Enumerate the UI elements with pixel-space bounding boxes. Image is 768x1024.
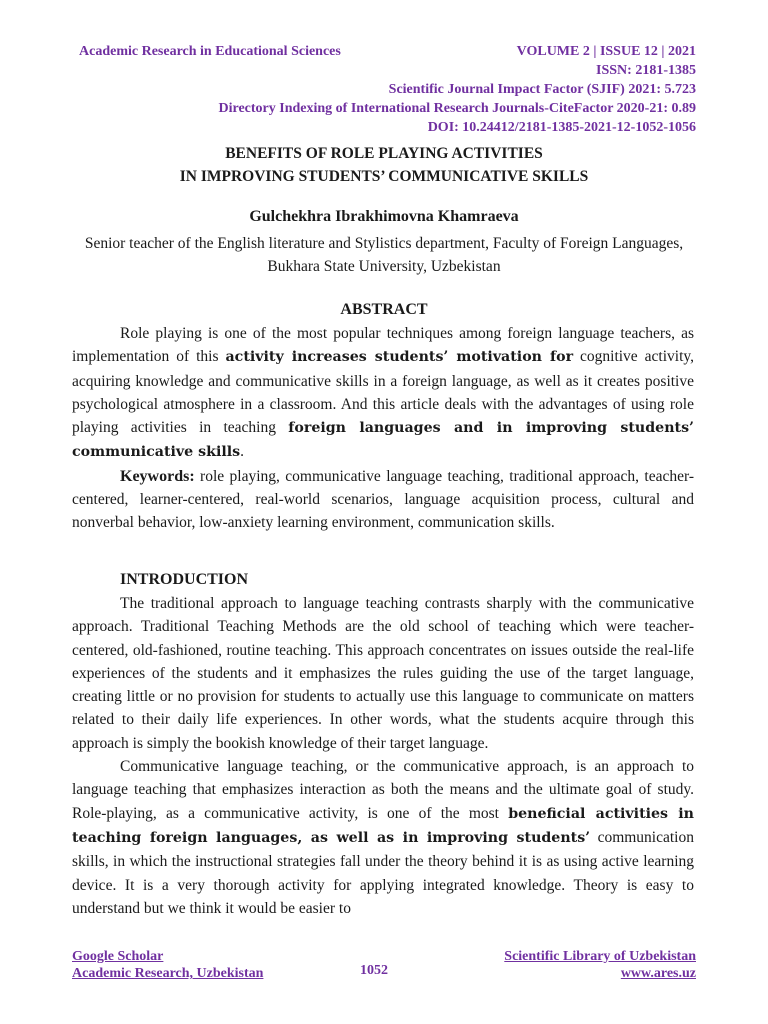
scientific-library-link[interactable]: Scientific Library of Uzbekistan xyxy=(504,949,696,964)
introduction-body xyxy=(72,592,694,920)
website-link[interactable]: www.ares.uz xyxy=(620,966,696,981)
intro-paragraph-2 xyxy=(72,755,694,920)
citefactor: Directory Indexing of International Research Journals-CiteFactor 2020-21: 0.89 xyxy=(218,101,696,116)
academic-research-link[interactable]: Academic Research, Uzbekistan xyxy=(72,966,264,981)
introduction-heading: INTRODUCTION xyxy=(120,571,249,588)
issn: ISSN: 2181-1385 xyxy=(596,63,696,78)
impact-factor: Scientific Journal Impact Factor (SJIF) 2021: 5.723 xyxy=(388,82,696,97)
abstract-heading: ABSTRACT xyxy=(340,301,428,318)
abstract-period: . xyxy=(240,443,244,461)
doi: DOI: 10.24412/2181-1385-2021-12-1052-1056 xyxy=(427,120,696,135)
volume-issue: VOLUME 2 | ISSUE 12 | 2021 xyxy=(516,44,696,59)
abstract-paragraph xyxy=(72,322,694,465)
keywords-label: Keywords: xyxy=(120,467,195,485)
abstract-body xyxy=(72,322,694,535)
author-affiliation: Senior teacher of the English literature and Stylistics department, Faculty of Foreign Languages, Bukhara State University, Uzbekistan xyxy=(84,235,684,275)
google-scholar-link[interactable]: Google Scholar xyxy=(72,949,164,964)
keywords-list: role playing, communicative language teaching, traditional approach, teacher-centered, learner-centered, real-world scenarios, language acquisition process, cultural and nonverbal behavior, low-anxiety learning environment, communication skills. xyxy=(72,467,694,532)
paper-title-line2: IN IMPROVING STUDENTS’ COMMUNICATIVE SKILLS xyxy=(179,168,589,185)
paper-title-line1: BENEFITS OF ROLE PLAYING ACTIVITIES xyxy=(225,145,543,162)
abstract-text-cont: cognitive activity, acquiring knowledge and communicative skills in a foreign language, as well as it creates positive psychological atmosphere in a classroom. And this article deals with the advantages of using role playing activities in teaching xyxy=(72,348,694,437)
journal-info xyxy=(219,42,697,137)
journal-name: Academic Research in Educational Sciences xyxy=(79,44,341,59)
keywords-paragraph xyxy=(72,465,694,535)
abstract-bold-text-2: foreign languages and in improving students’ communicative skills xyxy=(72,420,694,461)
intro-bold-text: beneficial activities in teaching foreign languages, as well as in improving students’ xyxy=(72,805,694,846)
intro-text: Communicative language teaching, or the communicative approach, is an approach to language teaching that emphasizes interaction as both the means and the ultimate goal of study. Role-playing, as a communicative activity, is one of the most xyxy=(72,758,694,822)
abstract-bold-text: activity increases students’ motivation for xyxy=(225,349,574,366)
intro-text-cont: communication skills, in which the instructional strategies fall under the theory behind it is as using active learning device. It is a very thorough activity for applying integrated knowledge. Theory is easy to understand but we think it would be easier to xyxy=(72,828,694,917)
page-number: 1052 xyxy=(360,963,388,978)
intro-paragraph-1: The traditional approach to language teaching contrasts sharply with the communicative approach. Traditional Teaching Methods are the old school of teaching which were teacher-centered, old-fashioned, routine teaching. This approach concentrates on issues outside the real-life experiences of the students and it emphasizes the rules guiding the use of the target language, creating little or no provision for students to actually use this language to communicate on matters related to their daily life experiences. In other words, what the students acquire through this approach is simply the bookish knowledge of their target language. xyxy=(72,595,694,752)
author-name: Gulchekhra Ibrakhimovna Khamraeva xyxy=(249,208,519,225)
abstract-text: Role playing is one of the most popular techniques among foreign language teachers, as implementation of this xyxy=(72,325,694,366)
